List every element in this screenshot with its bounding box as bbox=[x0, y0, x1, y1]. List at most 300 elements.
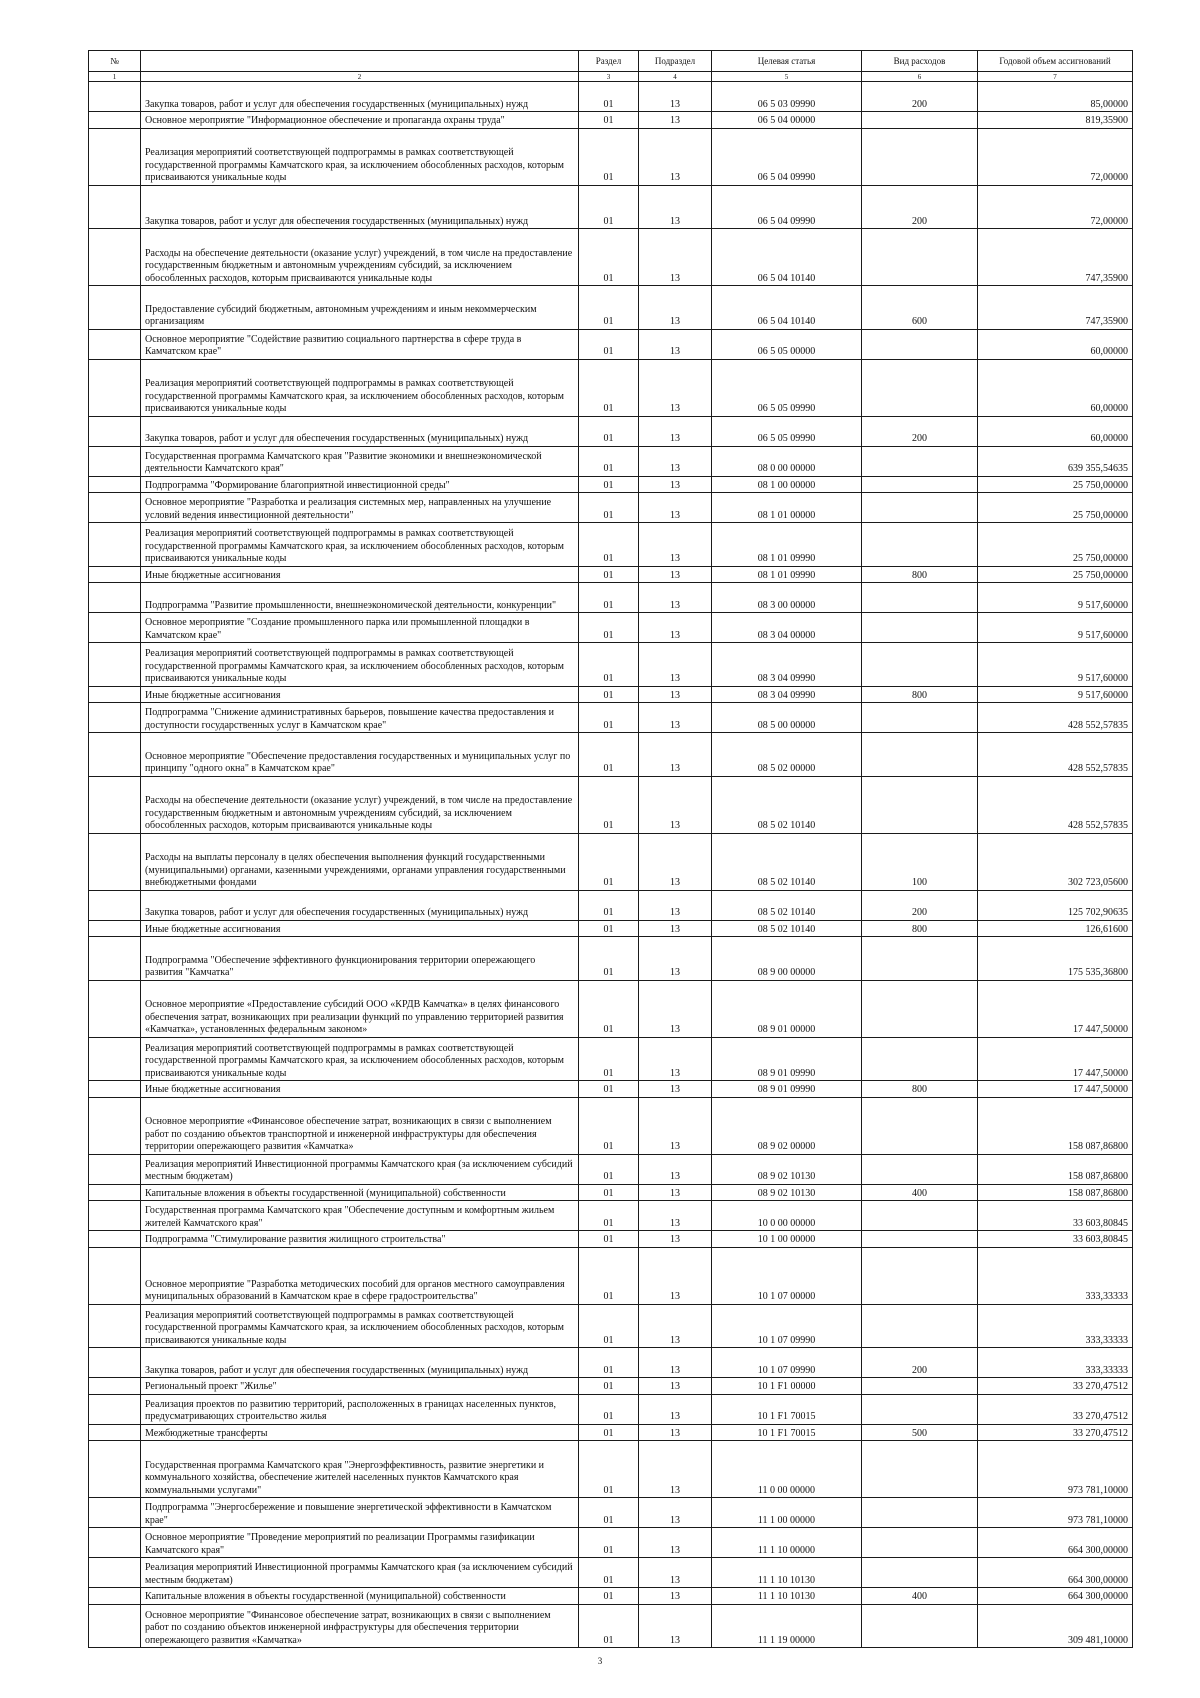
row-section-cell: 01 bbox=[579, 980, 639, 1037]
row-subsection-cell: 13 bbox=[639, 359, 712, 416]
row-section-cell: 01 bbox=[579, 1247, 639, 1304]
row-section-cell: 01 bbox=[579, 1588, 639, 1605]
table-row bbox=[89, 1424, 1133, 1441]
row-name-cell: Закупка товаров, работ и услуг для обеспечения государственных (муниципальных) нужд bbox=[141, 185, 579, 229]
row-name-cell: Расходы на обеспечение деятельности (оказание услуг) учреждений, в том числе на предоставление государственным бюджетным и автономным учреждениям субсидий, за исключением обособленных расходов, которым присваиваются уникальные коды bbox=[141, 229, 579, 286]
row-number-cell bbox=[89, 1441, 141, 1498]
row-subsection-cell: 13 bbox=[639, 1394, 712, 1424]
row-expense-kind-cell: 200 bbox=[862, 185, 978, 229]
table-row bbox=[89, 128, 1133, 185]
row-volume-cell: 33 270,47512 bbox=[978, 1424, 1133, 1441]
row-section-cell: 01 bbox=[579, 416, 639, 446]
row-expense-kind-cell: 400 bbox=[862, 1588, 978, 1605]
row-expense-kind-cell: 600 bbox=[862, 286, 978, 330]
row-volume-cell: 9 517,60000 bbox=[978, 643, 1133, 687]
header-subsection: Подраздел bbox=[639, 51, 712, 72]
row-target-article-cell: 10 1 00 00000 bbox=[712, 1231, 862, 1248]
row-number-cell bbox=[89, 937, 141, 981]
budget-allocation-table bbox=[88, 50, 1133, 1648]
row-expense-kind-cell bbox=[862, 703, 978, 733]
row-section-cell: 01 bbox=[579, 1558, 639, 1588]
row-target-article-cell: 11 1 10 10130 bbox=[712, 1558, 862, 1588]
row-target-article-cell: 11 1 00 00000 bbox=[712, 1498, 862, 1528]
row-name-cell: Реализация мероприятий Инвестиционной программы Камчатского края (за исключением субсидий местным бюджетам) bbox=[141, 1558, 579, 1588]
table-row bbox=[89, 523, 1133, 567]
row-number-cell bbox=[89, 1097, 141, 1154]
column-number: 6 bbox=[862, 72, 978, 82]
row-volume-cell: 33 270,47512 bbox=[978, 1378, 1133, 1395]
row-section-cell: 01 bbox=[579, 1441, 639, 1498]
row-expense-kind-cell bbox=[862, 1097, 978, 1154]
row-number-cell bbox=[89, 1394, 141, 1424]
row-volume-cell: 72,00000 bbox=[978, 185, 1133, 229]
column-number: 7 bbox=[978, 72, 1133, 82]
row-section-cell: 01 bbox=[579, 833, 639, 890]
row-expense-kind-cell bbox=[862, 1037, 978, 1081]
row-section-cell: 01 bbox=[579, 890, 639, 920]
row-subsection-cell: 13 bbox=[639, 1081, 712, 1098]
row-expense-kind-cell bbox=[862, 1394, 978, 1424]
row-volume-cell: 126,61600 bbox=[978, 920, 1133, 937]
row-name-cell: Иные бюджетные ассигнования bbox=[141, 686, 579, 703]
row-expense-kind-cell bbox=[862, 359, 978, 416]
row-section-cell: 01 bbox=[579, 643, 639, 687]
row-number-cell bbox=[89, 1498, 141, 1528]
row-section-cell: 01 bbox=[579, 329, 639, 359]
row-number-cell bbox=[89, 1424, 141, 1441]
row-expense-kind-cell: 200 bbox=[862, 416, 978, 446]
row-target-article-cell: 10 0 00 00000 bbox=[712, 1201, 862, 1231]
row-subsection-cell: 13 bbox=[639, 112, 712, 129]
table-row bbox=[89, 1394, 1133, 1424]
table-row bbox=[89, 937, 1133, 981]
table-row bbox=[89, 1097, 1133, 1154]
budget-table-sheet bbox=[88, 50, 1132, 1648]
row-target-article-cell: 08 1 00 00000 bbox=[712, 476, 862, 493]
row-expense-kind-cell bbox=[862, 613, 978, 643]
row-expense-kind-cell bbox=[862, 1154, 978, 1184]
row-expense-kind-cell bbox=[862, 1604, 978, 1648]
table-header bbox=[89, 51, 1133, 82]
row-volume-cell: 973 781,10000 bbox=[978, 1441, 1133, 1498]
row-section-cell: 01 bbox=[579, 1201, 639, 1231]
row-name-cell: Реализация проектов по развитию территорий, расположенных в границах населенных пунктов, предусматривающих строительство жилья bbox=[141, 1394, 579, 1424]
row-name-cell: Основное мероприятие "Разработка и реализация системных мер, направленных на улучшение условий ведения инвестиционной деятельности" bbox=[141, 493, 579, 523]
row-target-article-cell: 06 5 04 10140 bbox=[712, 286, 862, 330]
row-target-article-cell: 08 9 02 10130 bbox=[712, 1184, 862, 1201]
column-number: 5 bbox=[712, 72, 862, 82]
row-number-cell bbox=[89, 1154, 141, 1184]
row-number-cell bbox=[89, 776, 141, 833]
row-target-article-cell: 10 1 07 09990 bbox=[712, 1304, 862, 1348]
row-section-cell: 01 bbox=[579, 613, 639, 643]
table-row bbox=[89, 112, 1133, 129]
row-subsection-cell: 13 bbox=[639, 703, 712, 733]
row-number-cell bbox=[89, 1247, 141, 1304]
row-number-cell bbox=[89, 1184, 141, 1201]
row-section-cell: 01 bbox=[579, 703, 639, 733]
row-volume-cell: 9 517,60000 bbox=[978, 613, 1133, 643]
row-volume-cell: 33 603,80845 bbox=[978, 1201, 1133, 1231]
row-number-cell bbox=[89, 1558, 141, 1588]
row-section-cell: 01 bbox=[579, 733, 639, 777]
row-target-article-cell: 10 1 F1 70015 bbox=[712, 1424, 862, 1441]
row-target-article-cell: 08 1 01 09990 bbox=[712, 566, 862, 583]
row-name-cell: Основное мероприятие "Содействие развитию социального партнерства в сфере труда в Камчатском крае" bbox=[141, 329, 579, 359]
row-subsection-cell: 13 bbox=[639, 1097, 712, 1154]
row-expense-kind-cell: 800 bbox=[862, 566, 978, 583]
row-number-cell bbox=[89, 1081, 141, 1098]
row-target-article-cell: 08 9 02 10130 bbox=[712, 1154, 862, 1184]
row-subsection-cell: 13 bbox=[639, 1037, 712, 1081]
row-subsection-cell: 13 bbox=[639, 890, 712, 920]
row-section-cell: 01 bbox=[579, 566, 639, 583]
row-section-cell: 01 bbox=[579, 1037, 639, 1081]
row-expense-kind-cell bbox=[862, 1304, 978, 1348]
row-subsection-cell: 13 bbox=[639, 920, 712, 937]
row-number-cell bbox=[89, 476, 141, 493]
header-section: Раздел bbox=[579, 51, 639, 72]
row-target-article-cell: 08 9 01 09990 bbox=[712, 1037, 862, 1081]
header-number: № bbox=[89, 51, 141, 72]
row-subsection-cell: 13 bbox=[639, 583, 712, 613]
row-target-article-cell: 08 3 04 00000 bbox=[712, 613, 862, 643]
column-number: 4 bbox=[639, 72, 712, 82]
row-name-cell: Предоставление субсидий бюджетным, автономным учреждениям и иным некоммерческим организациям bbox=[141, 286, 579, 330]
row-target-article-cell: 11 1 19 00000 bbox=[712, 1604, 862, 1648]
row-subsection-cell: 13 bbox=[639, 1558, 712, 1588]
row-name-cell: Государственная программа Камчатского края "Развитие экономики и внешнеэкономической деятельности Камчатского края" bbox=[141, 446, 579, 476]
row-target-article-cell: 08 3 04 09990 bbox=[712, 643, 862, 687]
table-row bbox=[89, 1528, 1133, 1558]
row-target-article-cell: 08 5 02 10140 bbox=[712, 776, 862, 833]
table-row bbox=[89, 1348, 1133, 1378]
table-row bbox=[89, 1201, 1133, 1231]
row-target-article-cell: 08 3 00 00000 bbox=[712, 583, 862, 613]
row-subsection-cell: 13 bbox=[639, 1604, 712, 1648]
row-expense-kind-cell bbox=[862, 1378, 978, 1395]
row-section-cell: 01 bbox=[579, 937, 639, 981]
row-name-cell: Расходы на выплаты персоналу в целях обеспечения выполнения функций государственными (муниципальными) органами, казенными учреждениями, органами управления государственными внебюджетными фондами bbox=[141, 833, 579, 890]
row-target-article-cell: 06 5 05 09990 bbox=[712, 416, 862, 446]
row-section-cell: 01 bbox=[579, 1304, 639, 1348]
row-number-cell bbox=[89, 1604, 141, 1648]
row-section-cell: 01 bbox=[579, 1184, 639, 1201]
row-expense-kind-cell bbox=[862, 980, 978, 1037]
row-number-cell bbox=[89, 82, 141, 112]
row-name-cell: Реализация мероприятий соответствующей подпрограммы в рамках соответствующей государственной программы Камчатского края, за исключением обособленных расходов, которым присваиваются уникальные коды bbox=[141, 1037, 579, 1081]
row-number-cell bbox=[89, 566, 141, 583]
row-section-cell: 01 bbox=[579, 583, 639, 613]
row-expense-kind-cell bbox=[862, 523, 978, 567]
table-row bbox=[89, 1558, 1133, 1588]
row-volume-cell: 33 270,47512 bbox=[978, 1394, 1133, 1424]
row-volume-cell: 664 300,00000 bbox=[978, 1558, 1133, 1588]
table-row bbox=[89, 1498, 1133, 1528]
row-number-cell bbox=[89, 890, 141, 920]
row-expense-kind-cell bbox=[862, 643, 978, 687]
row-number-cell bbox=[89, 329, 141, 359]
row-target-article-cell: 08 5 02 00000 bbox=[712, 733, 862, 777]
row-target-article-cell: 08 1 01 00000 bbox=[712, 493, 862, 523]
table-row bbox=[89, 1154, 1133, 1184]
row-target-article-cell: 08 1 01 09990 bbox=[712, 523, 862, 567]
table-row bbox=[89, 329, 1133, 359]
row-number-cell bbox=[89, 446, 141, 476]
row-volume-cell: 85,00000 bbox=[978, 82, 1133, 112]
row-volume-cell: 158 087,86800 bbox=[978, 1154, 1133, 1184]
row-subsection-cell: 13 bbox=[639, 286, 712, 330]
row-section-cell: 01 bbox=[579, 1394, 639, 1424]
row-number-cell bbox=[89, 112, 141, 129]
row-target-article-cell: 08 0 00 00000 bbox=[712, 446, 862, 476]
table-row bbox=[89, 733, 1133, 777]
row-volume-cell: 125 702,90635 bbox=[978, 890, 1133, 920]
row-name-cell: Межбюджетные трансферты bbox=[141, 1424, 579, 1441]
row-subsection-cell: 13 bbox=[639, 82, 712, 112]
row-subsection-cell: 13 bbox=[639, 1201, 712, 1231]
row-expense-kind-cell: 800 bbox=[862, 920, 978, 937]
row-section-cell: 01 bbox=[579, 1498, 639, 1528]
row-subsection-cell: 13 bbox=[639, 1441, 712, 1498]
row-name-cell: Реализация мероприятий соответствующей подпрограммы в рамках соответствующей государственной программы Камчатского края, за исключением обособленных расходов, которым присваиваются уникальные коды bbox=[141, 523, 579, 567]
row-section-cell: 01 bbox=[579, 686, 639, 703]
row-target-article-cell: 08 5 02 10140 bbox=[712, 920, 862, 937]
row-volume-cell: 309 481,10000 bbox=[978, 1604, 1133, 1648]
table-row bbox=[89, 920, 1133, 937]
row-volume-cell: 60,00000 bbox=[978, 416, 1133, 446]
header-expense-kind: Вид расходов bbox=[862, 51, 978, 72]
row-subsection-cell: 13 bbox=[639, 937, 712, 981]
row-expense-kind-cell: 100 bbox=[862, 833, 978, 890]
row-name-cell: Региональный проект "Жилье" bbox=[141, 1378, 579, 1395]
row-section-cell: 01 bbox=[579, 229, 639, 286]
row-number-cell bbox=[89, 1201, 141, 1231]
table-row bbox=[89, 1304, 1133, 1348]
row-number-cell bbox=[89, 523, 141, 567]
row-section-cell: 01 bbox=[579, 185, 639, 229]
row-subsection-cell: 13 bbox=[639, 1184, 712, 1201]
row-name-cell: Основное мероприятие "Разработка методических пособий для органов местного самоуправления муниципальных образований в Камчатском крае в сфере градостроительства" bbox=[141, 1247, 579, 1304]
row-name-cell: Реализация мероприятий соответствующей подпрограммы в рамках соответствующей государственной программы Камчатского края, за исключением обособленных расходов, которым присваиваются уникальные коды bbox=[141, 1304, 579, 1348]
row-name-cell: Капитальные вложения в объекты государственной (муниципальной) собственности bbox=[141, 1588, 579, 1605]
row-name-cell: Реализация мероприятий Инвестиционной программы Камчатского края (за исключением субсидий местным бюджетам) bbox=[141, 1154, 579, 1184]
row-number-cell bbox=[89, 1304, 141, 1348]
row-volume-cell: 747,35900 bbox=[978, 229, 1133, 286]
table-row bbox=[89, 1247, 1133, 1304]
row-name-cell: Основное мероприятие "Создание промышленного парка или промышленной площадки в Камчатском крае" bbox=[141, 613, 579, 643]
row-expense-kind-cell bbox=[862, 1558, 978, 1588]
table-body bbox=[89, 82, 1133, 1648]
table-row bbox=[89, 359, 1133, 416]
row-target-article-cell: 10 1 07 09990 bbox=[712, 1348, 862, 1378]
row-volume-cell: 333,33333 bbox=[978, 1348, 1133, 1378]
row-number-cell bbox=[89, 1378, 141, 1395]
row-volume-cell: 639 355,54635 bbox=[978, 446, 1133, 476]
table-row bbox=[89, 583, 1133, 613]
row-expense-kind-cell: 400 bbox=[862, 1184, 978, 1201]
row-target-article-cell: 06 5 05 09990 bbox=[712, 359, 862, 416]
row-section-cell: 01 bbox=[579, 82, 639, 112]
row-target-article-cell: 06 5 05 00000 bbox=[712, 329, 862, 359]
row-expense-kind-cell bbox=[862, 1441, 978, 1498]
header-target-article: Целевая статья bbox=[712, 51, 862, 72]
row-number-cell bbox=[89, 980, 141, 1037]
row-volume-cell: 175 535,36800 bbox=[978, 937, 1133, 981]
row-name-cell: Государственная программа Камчатского края "Обеспечение доступным и комфортным жильем жителей Камчатского края" bbox=[141, 1201, 579, 1231]
table-row bbox=[89, 229, 1133, 286]
row-subsection-cell: 13 bbox=[639, 1348, 712, 1378]
row-target-article-cell: 08 9 01 00000 bbox=[712, 980, 862, 1037]
row-name-cell: Расходы на обеспечение деятельности (оказание услуг) учреждений, в том числе на предоставление государственным бюджетным и автономным учреждениям субсидий, за исключением обособленных расходов, которым присваиваются уникальные коды bbox=[141, 776, 579, 833]
row-target-article-cell: 06 5 04 10140 bbox=[712, 229, 862, 286]
row-expense-kind-cell bbox=[862, 1498, 978, 1528]
row-subsection-cell: 13 bbox=[639, 980, 712, 1037]
row-subsection-cell: 13 bbox=[639, 1304, 712, 1348]
row-section-cell: 01 bbox=[579, 493, 639, 523]
header-name bbox=[141, 51, 579, 72]
row-volume-cell: 9 517,60000 bbox=[978, 686, 1133, 703]
column-number: 1 bbox=[89, 72, 141, 82]
row-section-cell: 01 bbox=[579, 523, 639, 567]
row-subsection-cell: 13 bbox=[639, 1588, 712, 1605]
row-number-cell bbox=[89, 229, 141, 286]
row-subsection-cell: 13 bbox=[639, 1528, 712, 1558]
row-target-article-cell: 06 5 04 09990 bbox=[712, 185, 862, 229]
row-subsection-cell: 13 bbox=[639, 416, 712, 446]
row-subsection-cell: 13 bbox=[639, 566, 712, 583]
row-name-cell: Основное мероприятие «Финансовое обеспечение затрат, возникающих в связи с выполнением работ по созданию объектов транспортной и инженерной инфраструктуры для обеспечения территории опережающего развития «Камчатка» bbox=[141, 1097, 579, 1154]
row-expense-kind-cell bbox=[862, 1528, 978, 1558]
row-subsection-cell: 13 bbox=[639, 1247, 712, 1304]
row-expense-kind-cell bbox=[862, 937, 978, 981]
row-subsection-cell: 13 bbox=[639, 523, 712, 567]
row-volume-cell: 9 517,60000 bbox=[978, 583, 1133, 613]
row-subsection-cell: 13 bbox=[639, 643, 712, 687]
table-row bbox=[89, 643, 1133, 687]
row-number-cell bbox=[89, 1231, 141, 1248]
row-expense-kind-cell: 800 bbox=[862, 686, 978, 703]
table-row bbox=[89, 1184, 1133, 1201]
table-row bbox=[89, 446, 1133, 476]
row-volume-cell: 428 552,57835 bbox=[978, 733, 1133, 777]
row-section-cell: 01 bbox=[579, 776, 639, 833]
table-row bbox=[89, 1081, 1133, 1098]
header-column-numbers bbox=[89, 72, 1133, 82]
row-subsection-cell: 13 bbox=[639, 733, 712, 777]
row-expense-kind-cell: 500 bbox=[862, 1424, 978, 1441]
row-number-cell bbox=[89, 703, 141, 733]
row-expense-kind-cell: 200 bbox=[862, 82, 978, 112]
row-target-article-cell: 08 5 00 00000 bbox=[712, 703, 862, 733]
row-volume-cell: 25 750,00000 bbox=[978, 566, 1133, 583]
row-target-article-cell: 08 9 02 00000 bbox=[712, 1097, 862, 1154]
row-volume-cell: 158 087,86800 bbox=[978, 1097, 1133, 1154]
row-subsection-cell: 13 bbox=[639, 229, 712, 286]
row-name-cell: Иные бюджетные ассигнования bbox=[141, 1081, 579, 1098]
row-expense-kind-cell bbox=[862, 1201, 978, 1231]
table-row bbox=[89, 493, 1133, 523]
row-section-cell: 01 bbox=[579, 286, 639, 330]
row-target-article-cell: 11 1 10 00000 bbox=[712, 1528, 862, 1558]
row-target-article-cell: 08 3 04 09990 bbox=[712, 686, 862, 703]
row-section-cell: 01 bbox=[579, 1348, 639, 1378]
row-target-article-cell: 10 1 F1 00000 bbox=[712, 1378, 862, 1395]
row-number-cell bbox=[89, 733, 141, 777]
row-number-cell bbox=[89, 1588, 141, 1605]
table-row bbox=[89, 980, 1133, 1037]
row-expense-kind-cell bbox=[862, 733, 978, 777]
row-expense-kind-cell bbox=[862, 128, 978, 185]
row-section-cell: 01 bbox=[579, 128, 639, 185]
row-volume-cell: 664 300,00000 bbox=[978, 1588, 1133, 1605]
row-section-cell: 01 bbox=[579, 1424, 639, 1441]
row-number-cell bbox=[89, 359, 141, 416]
row-name-cell: Закупка товаров, работ и услуг для обеспечения государственных (муниципальных) нужд bbox=[141, 82, 579, 112]
row-name-cell: Основное мероприятие "Финансовое обеспечение затрат, возникающих в связи с выполнением работ по созданию объектов инженерной инфраструктуры для обеспечения территории опережающего развития «Камчатка» bbox=[141, 1604, 579, 1648]
row-subsection-cell: 13 bbox=[639, 446, 712, 476]
table-row bbox=[89, 1441, 1133, 1498]
row-section-cell: 01 bbox=[579, 1231, 639, 1248]
row-subsection-cell: 13 bbox=[639, 1154, 712, 1184]
row-name-cell: Основное мероприятие "Обеспечение предоставления государственных и муниципальных услуг по принципу "одного окна" в Камчатском крае" bbox=[141, 733, 579, 777]
row-expense-kind-cell: 800 bbox=[862, 1081, 978, 1098]
row-section-cell: 01 bbox=[579, 920, 639, 937]
row-subsection-cell: 13 bbox=[639, 833, 712, 890]
row-name-cell: Закупка товаров, работ и услуг для обеспечения государственных (муниципальных) нужд bbox=[141, 416, 579, 446]
column-number: 2 bbox=[141, 72, 579, 82]
table-row bbox=[89, 686, 1133, 703]
row-target-article-cell: 08 5 02 10140 bbox=[712, 833, 862, 890]
table-row bbox=[89, 776, 1133, 833]
row-section-cell: 01 bbox=[579, 446, 639, 476]
row-volume-cell: 428 552,57835 bbox=[978, 776, 1133, 833]
table-row bbox=[89, 82, 1133, 112]
row-name-cell: Государственная программа Камчатского края "Энергоэффективность, развитие энергетики и коммунального хозяйства, обеспечение жителей населенных пунктов Камчатского края коммунальными услугами" bbox=[141, 1441, 579, 1498]
table-row bbox=[89, 1231, 1133, 1248]
table-row bbox=[89, 890, 1133, 920]
table-row bbox=[89, 286, 1133, 330]
row-volume-cell: 25 750,00000 bbox=[978, 523, 1133, 567]
row-section-cell: 01 bbox=[579, 359, 639, 416]
row-subsection-cell: 13 bbox=[639, 686, 712, 703]
table-row bbox=[89, 416, 1133, 446]
row-name-cell: Основное мероприятие "Проведение мероприятий по реализации Программы газификации Камчатского края" bbox=[141, 1528, 579, 1558]
row-volume-cell: 17 447,50000 bbox=[978, 1081, 1133, 1098]
row-expense-kind-cell bbox=[862, 1231, 978, 1248]
table-row bbox=[89, 476, 1133, 493]
column-number: 3 bbox=[579, 72, 639, 82]
row-number-cell bbox=[89, 185, 141, 229]
row-subsection-cell: 13 bbox=[639, 128, 712, 185]
row-target-article-cell: 10 1 07 00000 bbox=[712, 1247, 862, 1304]
row-name-cell: Иные бюджетные ассигнования bbox=[141, 566, 579, 583]
row-target-article-cell: 10 1 F1 70015 bbox=[712, 1394, 862, 1424]
row-name-cell: Подпрограмма "Развитие промышленности, внешнеэкономической деятельности, конкуренции" bbox=[141, 583, 579, 613]
row-name-cell: Подпрограмма "Обеспечение эффективного функционирования территории опережающего развития "Камчатка" bbox=[141, 937, 579, 981]
row-number-cell bbox=[89, 493, 141, 523]
row-number-cell bbox=[89, 1528, 141, 1558]
row-section-cell: 01 bbox=[579, 1528, 639, 1558]
row-name-cell: Реализация мероприятий соответствующей подпрограммы в рамках соответствующей государственной программы Камчатского края, за исключением обособленных расходов, которым присваиваются уникальные коды bbox=[141, 359, 579, 416]
row-expense-kind-cell bbox=[862, 776, 978, 833]
row-volume-cell: 819,35900 bbox=[978, 112, 1133, 129]
row-name-cell: Основное мероприятие «Предоставление субсидий ООО «КРДВ Камчатка» в целях финансового обеспечения затрат, возникающих при реализации функций по управлению территорией развития «Камчатка», установленных федеральным законом» bbox=[141, 980, 579, 1037]
row-subsection-cell: 13 bbox=[639, 493, 712, 523]
row-volume-cell: 17 447,50000 bbox=[978, 1037, 1133, 1081]
row-number-cell bbox=[89, 416, 141, 446]
row-expense-kind-cell bbox=[862, 1247, 978, 1304]
